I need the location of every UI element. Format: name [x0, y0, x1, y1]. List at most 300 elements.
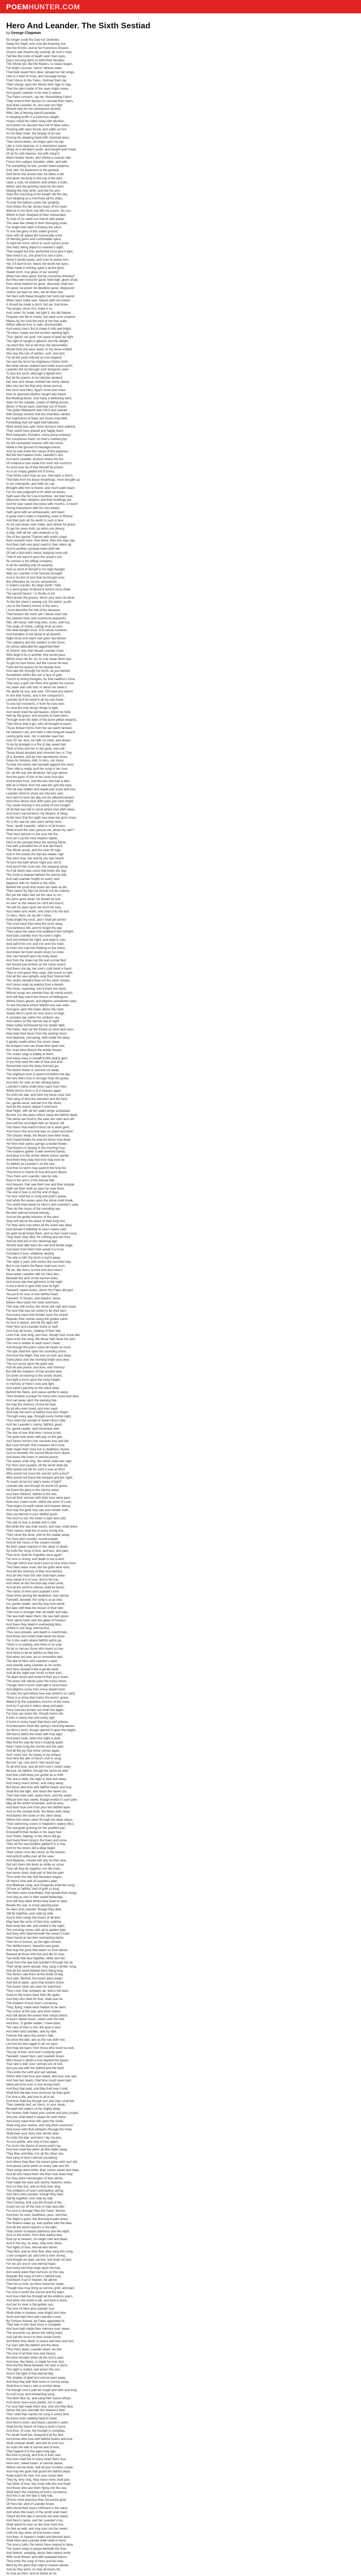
- poem-line: Though Hero's torch shall light it nevermore;: [6, 1684, 68, 1688]
- poem-line: But still the maidens of that ancient land: [6, 1370, 62, 1374]
- poem-line: And there they pray that love may ever be: [6, 1158, 65, 1162]
- poem-line: Hero in the window there the shining flame,: [6, 840, 67, 844]
- poem-line: Since it would waste, and soon to ashes turn:: [6, 258, 70, 262]
- poem-line: They flew, and flew, o'er all the silver sea,: [6, 2152, 64, 2156]
- poem-line: Her torch and Hero, figure show and virtue.: [6, 388, 67, 392]
- poem-line: And wants love's fire to make it mild and bright,: [6, 327, 72, 331]
- poem-line: She was the rule of wishes, sum, and end,: [6, 351, 65, 355]
- poem-line: So close the tale; and as the sun doth rise,: [6, 2038, 66, 2042]
- poem-line: Until the day when all true lovers meet;: [6, 2531, 60, 2535]
- poem-line: And mourn the love that was so sweet and brief;: [6, 1129, 74, 1133]
- poem-line: To view the spot where love was wreck'd on sand.: [6, 1691, 76, 1696]
- poem-line: For Hero and Leander, till the world shall die.: [6, 1464, 69, 1468]
- poem-line: The swans bewail'd them on the silver stream,: [6, 979, 71, 983]
- poem-line: Poor virtue loathed for good, obscured, held low:: [6, 282, 74, 286]
- poem-line: Who found in death a love beyond the grave;: [6, 2058, 69, 2062]
- poem-line: For they were true when all the world was false,: [6, 1223, 73, 1227]
- poem-line: Will on to these from her care the gulf she bare,: [6, 783, 73, 787]
- poem-line: In warping profit or a traitorous sleight,: [6, 115, 60, 120]
- poem-line: Still, still usurp, with long lives, loves, and lust,: [6, 620, 71, 624]
- poem-line: The tale of love that here I strove to tell.: [6, 1431, 62, 1435]
- poem-line: The proper virtue of it, make it so,: [6, 307, 53, 311]
- poem-line: Constant in love, whatever destiny.: [6, 1252, 55, 1256]
- poem-line: Warm tender hands, and shelve a coarser slip!: [6, 156, 71, 160]
- poem-line: But Love himself, that conquers all in time,: [6, 1443, 65, 1447]
- poem-line: To rise the glory of this sullen ground,: [6, 229, 58, 233]
- poem-line: And strive to be as faithful as they too;: [6, 1651, 60, 1655]
- poem-line: The flowers wake up, and sparkle with the dew;: [6, 2221, 73, 2225]
- poem-line: But yet the fates had set the race to run.: [6, 893, 62, 897]
- poem-line: A gentle cradle where the lovers sleep.: [6, 1040, 60, 1044]
- poem-line: While Hero's torch is lit in heaven again.: [6, 1089, 62, 1093]
- poem-line: Must drown thy graces, which your eyes do drink.: [6, 596, 75, 600]
- poem-line: And all the world rejoices in the light,: [6, 2225, 57, 2229]
- poem-line: So Hero's torch, though quench'd upon the height,: [6, 1728, 76, 1733]
- poem-line: And though the poet's voice be heard no more,: [6, 1345, 72, 1349]
- poem-line: And there they dwell in everlasting bliss,: [6, 1622, 62, 1626]
- poem-line: For love is worth the sorrow and the tears,: [6, 2291, 65, 2295]
- poem-line: Rise up to heaven, no longer cold and dead;: [6, 2238, 68, 2242]
- poem-line: Through every age, through every mortal night.: [6, 1415, 72, 1419]
- poem-line: Where sorrow ends, and all your troubles cease;: [6, 2466, 74, 2470]
- poem-line: And all the world in silence shall be dumb,: [6, 1586, 65, 1590]
- poem-line: And learn from them how sweet it is to be: [6, 1248, 64, 1252]
- poem-line: Leander stood in shore ere she was sent,: [6, 791, 64, 795]
- poem-line: And all their sorrows with their lives were past.: [6, 1496, 71, 1500]
- poem-line: And thus, O Love, thy triumph is complete,: [6, 2429, 65, 2433]
- poem-line: To all who love, and all who love's sweet sway:: [6, 1765, 72, 1769]
- poem-line: To kiss the torch, although it lighted him:: [6, 372, 62, 376]
- poem-line: Forms him subject shoulder; while, and with: [6, 160, 68, 164]
- poem-line: Yet, if it burn'd not, 'twere not worth her eyes;: [6, 262, 69, 266]
- poem-line: That Venus that a girt, who all thought to touch,: [6, 722, 72, 726]
- poem-line: And never tried the tall heaven, whom he held;: [6, 710, 71, 714]
- poem-line: Thus Hero and Leander, side by side,: [6, 1174, 59, 1178]
- poem-line: And may the torch of faithful love burn bright,: [6, 1411, 69, 1415]
- poem-line: Hath seen the hot Low-Countries, not their heat,: [6, 494, 73, 498]
- poem-line: And every wave is wreath'd with pearly gem.: [6, 1056, 69, 1060]
- poem-line: Then let us love, as Hero loved her swain,: [6, 2282, 65, 2286]
- poem-line: And took Leander from his lover's sight.: [6, 934, 61, 938]
- poem-line: Beneath the waters of the mighty deep;: [6, 2107, 61, 2111]
- poem-line: Yet from their ashes springs a tender flower,: [6, 1142, 68, 1146]
- poem-line: And said, 'Behold, the lovers pass away!': [6, 1977, 63, 1981]
- poem-line: And Hero's name, and her Leander's too,: [6, 2518, 64, 2522]
- poem-line: Now thou whose love doth open yon calm bright: [6, 800, 73, 804]
- poem-line: And in their songs the lovers of all time: [6, 1916, 60, 1920]
- poem-line: And so short of himself in his high thought: [6, 567, 65, 571]
- poem-line: Shall bear your story over all the seas.: [6, 2131, 60, 2136]
- poem-line: Form'd in strong thoughts, by that tradition's force: [6, 677, 75, 682]
- poem-line: For love is stronger than the Fates' decree,: [6, 2209, 66, 2213]
- poem-line: Then let us honour, as the ages should,: [6, 1940, 61, 1944]
- poem-line: Making the holy strife, and hits his arm.: [6, 189, 61, 193]
- poem-line: And so the sestiad ends; the Muse doth sleep,: [6, 1810, 71, 1814]
- poem-line: Go, gentle reader, and remember well: [6, 1427, 59, 1431]
- poem-line: The name of Hero and Leander's love: [6, 1590, 59, 1594]
- poem-line: Rest in the arms of the eternal tide;: [6, 1178, 55, 1182]
- poem-line: A ship, with all her sail contends to fly: [6, 531, 58, 535]
- poem-line: Now ends the tale, and ended is the night;: [6, 1924, 65, 1928]
- poem-line: Which well the grinning hand for his harm: [6, 184, 64, 189]
- poem-line: As short was he of that himself he prized,: [6, 466, 64, 470]
- poem-line: Who would not die for such a love as this?: [6, 1468, 65, 1472]
- poem-line: And sail away upon the evening tide.: [6, 1398, 58, 1402]
- poem-line: And thus, O gentle reader, I have done;: [6, 2022, 61, 2026]
- poem-line: The winds are hush'd, the seas are calm and still,: [6, 1117, 75, 1122]
- poem-line: To ever the tedious years the sprightly,: [6, 201, 60, 205]
- poem-line: But in our hearts the flame shall ever burn,: [6, 1264, 65, 1268]
- poem-line: But while the sea shall sound, and stars shall shine,: [6, 1524, 78, 1529]
- poem-line: His arms grew weak, his breath he lost,: [6, 897, 61, 902]
- poem-line: And learn true love from your two faithful eyes.: [6, 1806, 71, 1810]
- poem-line: And she beheld the night, and wept in vain,: [6, 938, 67, 942]
- poem-line: And the parts of him in her rests love tied,: [6, 775, 64, 779]
- poem-line: And how two hearts, that time could never part,: [6, 2079, 72, 2083]
- poem-line: So rest in peace, and let the ages tell: [6, 1321, 58, 1325]
- poem-line: And I must rest, for weary is my tongue,: [6, 1753, 62, 1757]
- poem-line: The sea is calm, the winds have ceased to blow,: [6, 2543, 74, 2547]
- poem-line: Of a slumber, and by men abundance show,: [6, 755, 68, 759]
- poem-line: Observes their rampires and their buildings yet;: [6, 498, 72, 502]
- poem-line: Unless we feed on men, we let them fast.: [6, 291, 64, 295]
- poem-line: Then let the music of the sounding sea: [6, 1207, 60, 1211]
- poem-line: 'Rich of hers and her to the gods, and call;': [6, 747, 66, 751]
- poem-line: It lives in every tear and every sigh;: [6, 1716, 56, 1720]
- poem-line: Thus love prevails, and death is overthrown,: [6, 1631, 68, 1635]
- poem-line: So may the memory of love be kept,: [6, 1402, 57, 1406]
- poem-line: Into her throne; and at her humorous breasts: [6, 46, 69, 50]
- poem-line: And they who died for love, shall ever be: [6, 1997, 63, 2001]
- poem-line: That made the dark and stormy heavens shine.: [6, 2180, 72, 2184]
- poem-line: I must describe the hell of thy decease,: [6, 608, 61, 612]
- poem-line: And gives his body to the tug of the dark,: [6, 176, 63, 180]
- poem-line: In all his swelling ship of vacantry.: [6, 563, 54, 567]
- poem-line: And lives for ever on the shining wave;: [6, 1081, 60, 1084]
- poem-line: She held, being object to Leander's sight,: [6, 246, 64, 250]
- poem-line: As his false heart, the beauty of an owl;: [6, 131, 61, 135]
- poem-line: His sumptuous hand; no man's marked joys: [6, 437, 68, 441]
- poem-line: Two birds of love, two souls with but one heart;: [6, 2482, 72, 2486]
- poem-line: Shall sing your names, and sing them evermore;: [6, 2124, 74, 2127]
- poem-line: As if all doom was come that broke the day.: [6, 869, 67, 873]
- poem-line: That thinks each man an ass, that each a storm,: [6, 473, 74, 478]
- poem-line: No gold could tempt them, and no fear could move,: [6, 1231, 78, 1235]
- poem-line: And in the clouds the hail did shatter nigh:: [6, 853, 65, 857]
- poem-line: Remember how the fickle fortunes go;: [6, 1064, 59, 1069]
- poem-line: And though we died, we live, and shall not part,: [6, 2258, 72, 2262]
- poem-line: The emblems of love's everlasting spring;: [6, 2189, 64, 2193]
- poem-line: Thus ends the tale that Musaeus began,: [6, 1875, 62, 1879]
- poem-line: And love shall live in every heart that's true.: [6, 2458, 67, 2462]
- poem-line: Hath gone with an ambassador, and been: [6, 511, 64, 515]
- poem-line: To get his news forth; as when you descry: [6, 527, 65, 531]
- poem-line: Who feign'd he in another ship would pass:: [6, 653, 67, 657]
- poem-line: Her dear-bought issue: ill to worse converts,: [6, 629, 68, 633]
- poem-line: But those who love with faithful hearts and true,: [6, 1785, 73, 1789]
- poem-line: Than could have graced any happy feast;: [6, 429, 64, 433]
- poem-line: What man does good, but he consumes thereby?: [6, 274, 75, 278]
- poem-line: That naught but fires perfumed must give it light.: [6, 250, 74, 254]
- poem-line: Keep bright thy torch, and I shall yet arrive!': [6, 918, 67, 922]
- poem-line: Shall be the theme of many a lover's hymn.: [6, 2425, 67, 2429]
- poem-line: And Hero answer'd like a gentle lamb;: [6, 1667, 59, 1671]
- poem-line: Shall learn the meaning of love's constancy.: [6, 2490, 68, 2494]
- poem-line: Still burns within the heart with holy light;: [6, 1733, 63, 1736]
- poem-line: And on it carved in letters deep and plain:: [6, 1704, 64, 1708]
- poem-line: And for your sweet discourse with mouths, is heard: [6, 502, 77, 506]
- poem-line: Fell like the mists of death upon their eyes,: [6, 54, 66, 58]
- poem-line: And pilgrims come from every distant land: [6, 1688, 65, 1692]
- poem-line: 'Now,' quoth Leander, 'what is of all known,: [6, 824, 66, 828]
- poem-line: Steer safely homeward by her tender light.: [6, 1024, 65, 1028]
- poem-line: Yet join'd for ever in one faithful heart;: [6, 1293, 59, 1297]
- poem-line: In one that mocks, and is the conqueror's',: [6, 693, 65, 698]
- poem-line: And blossoms fresh like spring's returning leaves.: [6, 1724, 75, 1728]
- poem-line: His sister was with him; to whom he shew'd: [6, 686, 67, 690]
- poem-line: That heaven did merit: yet I needs must see: [6, 612, 68, 616]
- author-link[interactable]: George Chapman: [11, 31, 41, 35]
- poem-line: And love, like theirs, is made for ever fast.: [6, 2360, 65, 2364]
- poem-line: When bees make wax, Nature doth not intend: [6, 299, 70, 302]
- poem-line: Sing soft above the place of their long rest.: [6, 1219, 66, 1223]
- poem-line: 'Here love lies buried, but shall rise again.': [6, 1708, 65, 1712]
- poem-line: And, for her love, he hath no vows, and dream: [6, 738, 71, 742]
- poem-line: Here ends the song; the Muse hath done her part;: [6, 1337, 76, 1342]
- poem-line: And Hero's torch, and brave Leander's swim,: [6, 2421, 69, 2425]
- byline-label: by: [6, 31, 10, 35]
- poem-line: Leander did; and though he found his grave,: [6, 1484, 68, 1488]
- poem-line: The cruel blast then blew the torch away,: [6, 922, 63, 926]
- poem-line: Leander dy'd he tower'd all my own heart,: [6, 698, 64, 702]
- poem-line: And in the light of that eternal day,: [6, 2372, 54, 2376]
- poem-line: For heaven hath heard your sorrow and your prayer,: [6, 2111, 79, 2115]
- poem-line: As he saw brave men make, and strives for grace: [6, 522, 75, 527]
- poem-line: They fly, they sing, they never more shall part,: [6, 2478, 71, 2482]
- poem-line: Your tale is told, your sorrows are at rest,: [6, 2062, 63, 2066]
- poem-line: Farewell, sweet Hero, and Leander brave,: [6, 2054, 65, 2058]
- poem-line: The night is ended, and arisen the sun;: [6, 2368, 61, 2372]
- poem-line: The waves shall sing, the winds shall ever sigh,: [6, 1460, 73, 1464]
- poem-line: And all who heard them felt their love draw near;: [6, 2172, 74, 2176]
- poem-line: Of Hero's love and of Leander's plan;: [6, 1879, 58, 1883]
- poem-line: And bear it to the shrine where Venus stands.: [6, 1154, 70, 1158]
- poem-line: And while the waves upon the shore shall break,: [6, 1199, 74, 1203]
- poem-line: In love's sweet music, sweet unto the end.: [6, 2018, 65, 2022]
- poem-line: The captains and the soldiers to the shore,: [6, 641, 66, 645]
- poem-line: And love shall live through all the endless years.: [6, 2295, 74, 2299]
- poem-line: Should read with tears the sad and tender page,: [6, 1244, 74, 1248]
- poem-line: Yet still his eyes upon her torch he cast,: [6, 906, 62, 910]
- poem-line: And here the tale of Hero's love is sung.: [6, 1757, 62, 1761]
- poem-line: For they were messengers of love divine,: [6, 2176, 64, 2180]
- poem-line: Of flaming gums and comfortable spice,: [6, 238, 62, 242]
- poem-line: Still fly together, ever side by side;: [6, 1911, 54, 1916]
- poem-line: For love's the theme of every poet's lay,: [6, 2144, 61, 2148]
- poem-line: With bloody torrents that the shambles rained;: [6, 413, 71, 417]
- poem-line: The night is past, and comes the mournful day;: [6, 1260, 72, 1264]
- poem-line: And may the gods that watch us from above: [6, 1948, 68, 1953]
- poem-line: For love that was too sweet to be their own;: [6, 1309, 67, 1313]
- poem-line: And when the lovers of the world shall meet,: [6, 2511, 68, 2515]
- poem-line: The guilty Hellespont was mix'd and stained: [6, 409, 68, 413]
- poem-line: And in his fort of love that he thought won;: [6, 575, 65, 580]
- poem-line: Thus ends the sixth and last sestiad,: [6, 2071, 57, 2075]
- poem-line: And Hero follow'd, faithful to the last,: [6, 1492, 57, 1496]
- poem-line: Reward all those who live and die for love.: [6, 1952, 65, 1956]
- poem-line: The gods look down with pity on the pair,: [6, 1435, 63, 1439]
- poem-line: Giving instructions with his very beard;: [6, 506, 60, 511]
- poem-line: Their wings were white, their voices sweet and clear,: [6, 2168, 79, 2172]
- poem-line: And still at dawn, upon that ancient shore,: [6, 1981, 65, 1985]
- poem-line: Well he to his flesh; but kills his lovers, his son,: [6, 209, 72, 213]
- poem-line: Then sweetly rest, ye lovers, in your sleep,: [6, 2103, 66, 2107]
- poem-line: Above the sea, beneath the heaven's blue.: [6, 2409, 66, 2413]
- poem-line: But love is young, and love is ever new,: [6, 2453, 61, 2458]
- poem-line: The tale is told; the torch is burnt away;: [6, 1256, 61, 1260]
- poem-line: The Gods, repenting, turn'd them into birds,: [6, 987, 67, 991]
- poem-line: That the stern battle of the seas might cease,: [6, 87, 69, 91]
- poem-line: Which to their sharpest of their unbounded,: [6, 213, 67, 217]
- poem-line: The emblem of true love's constancy.: [6, 2001, 58, 2005]
- poem-line: Their spirits back unto the gates of heaven;: [6, 1618, 67, 1622]
- poem-body: [6, 38, 212, 2576]
- poem-line: And her Leander's, loving, faithful, great;: [6, 1423, 63, 1427]
- poem-line: And where they flew, the waves grew calm and still,: [6, 2160, 78, 2164]
- poem-line: The ocean sings a lullaby to them,: [6, 1052, 54, 1056]
- poem-line: The brightest torch is quench'd before the day.: [6, 1073, 71, 1077]
- poem-line: Her love and virtues clothed him richly naked.: [6, 380, 70, 384]
- poem-line: And Hero and Leander, side by side,: [6, 2030, 57, 2034]
- poem-line: Visions and dreams lay sucking: all men's rests: [6, 50, 72, 54]
- poem-line: And all the sea-nymphs rang their funeral bell;: [6, 975, 71, 979]
- poem-line: Give joy eternal to your faithful youth.: [6, 1513, 58, 1517]
- site-logo[interactable]: [6, 3, 80, 11]
- poem-line: So ends the tale of sorrow and of woe,: [6, 2445, 60, 2449]
- poem-line: Then came the wave that swallow'd him outright,: [6, 930, 74, 934]
- poem-line: Let love be born again in all our eyes;: [6, 2042, 59, 2046]
- poem-line: And no man knew the cause of this expense,: [6, 449, 69, 453]
- poem-line: And love hath made their memory ever sweet.: [6, 2327, 71, 2331]
- poem-line: It should be made a torch; but we, that know: [6, 302, 68, 307]
- poem-line: 'O Hero, Hero, for my life I strive,: [6, 913, 52, 918]
- poem-line: That burns in hearts of true and pure desire.: [6, 1170, 68, 1174]
- poem-line: And love shall live when all else fades away.: [6, 2148, 68, 2152]
- poem-line: And there she lay, her love's cold hand in hand.: [6, 967, 72, 971]
- poem-line: Now at opposed Abydos naught was heard: [6, 392, 66, 396]
- poem-line: So ends the song of love, and loss, and pain,: [6, 1549, 69, 1553]
- poem-line: That held sweet Hero dear, spread her fair wings,: [6, 71, 75, 75]
- poem-line: Shall find the tale more precious far than gold;: [6, 2091, 71, 2095]
- poem-line: And light a torch upon the rocky height,: [6, 1378, 61, 1382]
- poem-line: May all the world remember, and be wise,: [6, 1802, 64, 1806]
- poem-line: As is an empty gallant full of forms,: [6, 470, 55, 474]
- poem-line: And knew her lover would return no more.: [6, 951, 65, 954]
- poem-line: Gave to the lovers back their life again;: [6, 1993, 61, 1997]
- poem-line: Lies in the flowery tremor of the sea's,: [6, 604, 59, 608]
- poem-line: Ah, all the cup she drowned, her joys above,: [6, 771, 68, 775]
- poem-line: Men kiss but fire that only shows pursue;: [6, 384, 63, 388]
- poem-line: To the fair shore's waving out, the ladies' youth,: [6, 600, 72, 604]
- poem-line: Shall shine among the deathless stars above.: [6, 1594, 70, 1598]
- poem-line: Of Hero fair, and of Leander brave,: [6, 2502, 55, 2506]
- poem-line: That cannot leave, but leaps upon his lips: [6, 140, 64, 144]
- poem-line: And we that live in this declining age,: [6, 1240, 58, 1244]
- poem-line: And may we learn, from those who loved so well,: [6, 2046, 75, 2050]
- poem-line: Praising with open throat, and oaths as foul: [6, 127, 67, 131]
- poem-line: And then puts all his worth in such a face: [6, 518, 63, 522]
- poem-line: And soft the moonlight falls on Sestos' hill.: [6, 1122, 65, 1126]
- poem-line: And heaven, that saw their love and their despair,: [6, 1182, 75, 1187]
- poem-line: And, last, his baseness to the general,: [6, 168, 60, 172]
- poem-line: And every bird that sings upon the tree,: [6, 2266, 61, 2270]
- poem-line: The sea hath taken them, the sea hath given: [6, 1614, 69, 1618]
- poem-line: But bleating flocks, and many a bellowing herd,: [6, 396, 72, 400]
- poem-line: Their charge upon the Winds their rage to stay,: [6, 82, 72, 87]
- poem-line: The maidens gather it with reverent hands,: [6, 1150, 66, 1154]
- poem-line: Now crosseth here, then there, then this way rapt,: [6, 539, 76, 543]
- poem-line: The joy of love, and love's undying spell.: [6, 2050, 63, 2054]
- poem-line: Till dawn arose and drown'd their joy in tears.: [6, 1675, 69, 1680]
- poem-line: She loved it so, she griev'd to see it burn,: [6, 254, 64, 258]
- poem-line: To hold of his earth can mount with power.: [6, 217, 65, 221]
- poem-line: Gave place unto the morning bright and clear;: [6, 1358, 70, 1362]
- poem-line: Thus Love, that conquers all, and is not slain,: [6, 1989, 70, 1993]
- poem-line: To get his love home, but the course he took.: [6, 661, 69, 665]
- poem-line: Made in the ground of marriage-unions;: [6, 445, 61, 449]
- poem-line: And still they dwell where they lived so dear,: [6, 1900, 68, 1904]
- poem-line: How Hero and Leander loved so well;: [6, 1325, 59, 1329]
- poem-line: And all the night was music to their ears,: [6, 1671, 63, 1675]
- poem-line: He heaven's aid, and hath a new tongued reward;: [6, 731, 76, 735]
- poem-line: Where lovers grieve, and pilgrims sometimes want: [6, 999, 77, 1003]
- poem-line: To one fair moment's, it from his love won,: [6, 702, 65, 706]
- poem-line: It burns in every heart that loves and grieves,: [6, 1720, 69, 1724]
- poem-line: Till when, maids are but torches wanting light.: [6, 331, 70, 335]
- poem-line: To be by plunged in a fire of day sweet ball,: [6, 742, 67, 747]
- poem-line: And lives for ever, deathless, pure, and free.: [6, 2213, 68, 2217]
- poem-line: The faithful lovers, beautiful and good;: [6, 1944, 60, 1948]
- poem-line: And bears it up to heaven, far above.: [6, 2278, 58, 2282]
- poem-line: At the hour that the night now drew her grim moon,: [6, 816, 77, 820]
- poem-line: The wit was hidden and sweet and scant and rare.: [6, 787, 76, 791]
- poem-line: Where fish swam silver through the deep abyss,: [6, 1818, 73, 1822]
- poem-line: For love is life, and love is all in all,: [6, 2095, 55, 2099]
- poem-line: Thus in one grave they slept, who loved so well,: [6, 971, 73, 975]
- poem-line: Did turn them into birds as white as snow;: [6, 1863, 64, 1867]
- poem-line: And tramples in the blood of all deserts.: [6, 633, 62, 637]
- poem-line: But what shines nearest best holds truest worth.: [6, 364, 73, 368]
- poem-line: Keep watch for ever o'er your ocean bed.: [6, 2473, 64, 2478]
- poem-line: The colour of the sea, and silver sheen;: [6, 2009, 61, 2013]
- poem-line: Repeats their names along the golden sand.: [6, 1317, 68, 1321]
- poem-line: Deft forms the shores then he takes a fall;: [6, 172, 64, 176]
- poem-line: And may all lovers, reading of their fate,: [6, 1329, 62, 1333]
- poem-line: As true as Hero, and as brave as he.: [6, 2571, 58, 2575]
- poem-line: Go, gentle reader, and thy way now wend;: [6, 1602, 65, 1606]
- poem-line: And in the sky, as stars, they ever shine,: [6, 2242, 62, 2246]
- poem-line: And so the lovers, from their watery bed,: [6, 2233, 63, 2238]
- poem-line: And many lovers drown, and many weep;: [6, 1781, 64, 1785]
- poem-line: Foretelling that red night that followed.: [6, 421, 60, 425]
- poem-line: For everything he lets, yonder heart expanse;: [6, 164, 70, 168]
- poem-line: They'll tell this tale in accents low and sweet;: [6, 2515, 69, 2518]
- poem-line: And for the lovers did a dirge begin;: [6, 1846, 56, 1851]
- poem-line: Thus ends the sestiad of sweet Hero's fate,: [6, 1419, 67, 1423]
- poem-line: And those who loved shall never be alone;: [6, 1635, 65, 1639]
- poem-line: And sent to have fair day ere his affeared lament.: [6, 795, 75, 800]
- poem-line: Farewell, sweet lovers, whom the Fates did part,: [6, 1289, 74, 1293]
